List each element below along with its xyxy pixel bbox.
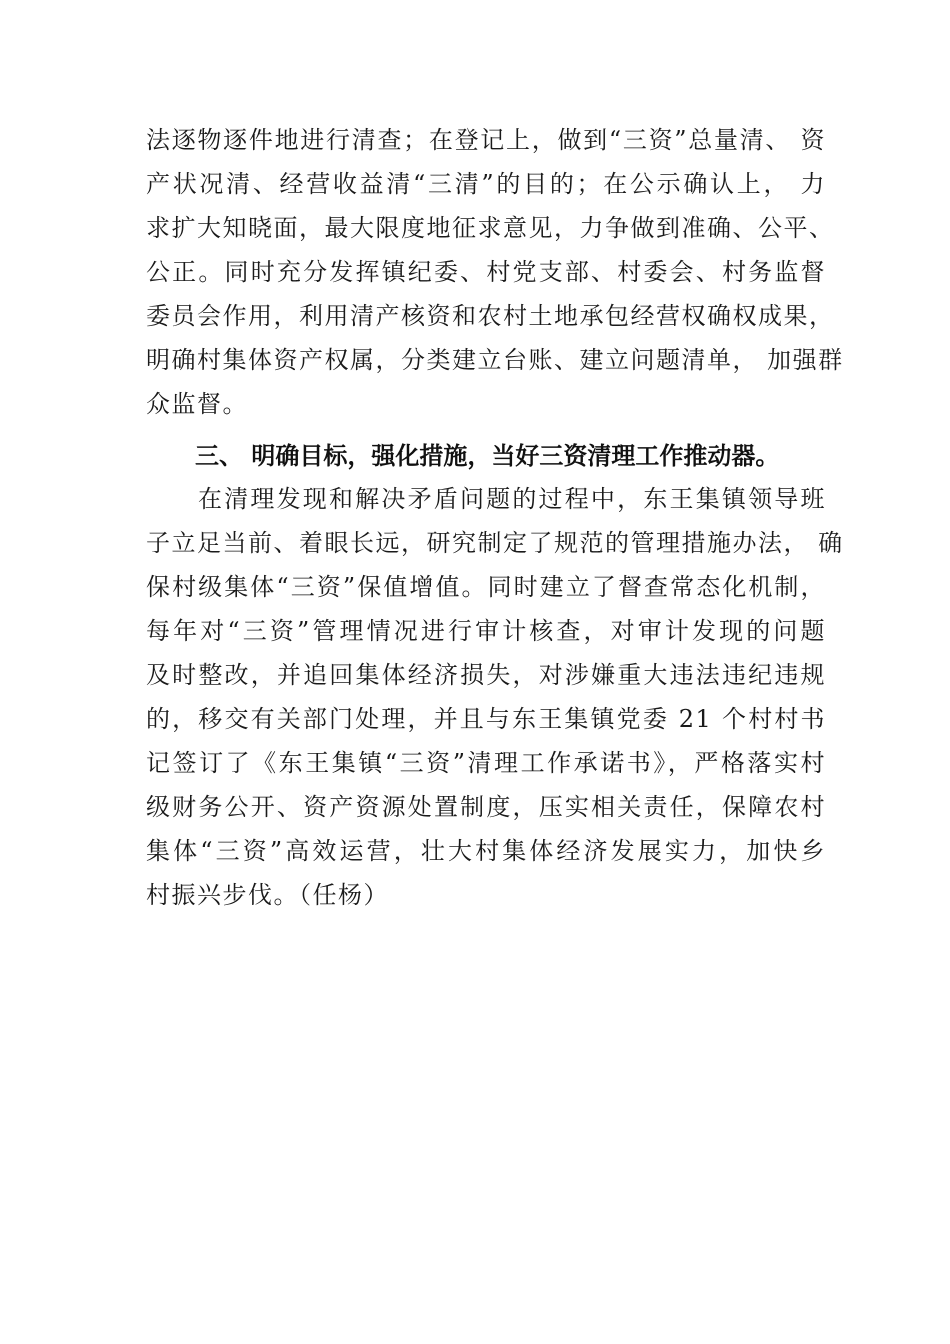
paragraph-line: 的，移交有关部门处理，并且与东王集镇党委 21 个村村书 [146,705,826,733]
paragraph-line: 明确村集体资产权属，分类建立台账、建立问题清单， 加强群 [146,346,844,374]
paragraph-line: 保村级集体“三资”保值增值。同时建立了督查常态化机制， [146,573,826,601]
paragraph-line: 记签订了《东王集镇“三资”清理工作承诺书》，严格落实村 [146,749,826,777]
paragraph-line: 子立足当前、着眼长远，研究制定了规范的管理措施办法， 确 [146,529,844,557]
paragraph-line: 委员会作用，利用清产核资和农村土地承包经营权确权成果， [146,302,835,330]
paragraph-line: 法逐物逐件地进行清查；在登记上，做到“三资”总量清、 资 [146,126,826,154]
paragraph-line: 每年对“三资”管理情况进行审计核查，对审计发现的问题 [146,617,826,645]
paragraph-line: 公正。同时充分发挥镇纪委、村党支部、村委会、村务监督 [146,258,826,286]
paragraph-line: 众监督。 [146,390,248,418]
paragraph-line: 集体“三资”高效运营，壮大村集体经济发展实力，加快乡 [146,837,826,865]
paragraph-line: 在清理发现和解决矛盾问题的过程中，东王集镇领导班 [198,485,826,513]
paragraph-line: 级财务公开、资产资源处置制度，压实相关责任，保障农村 [146,793,826,821]
section-heading: 三、 明确目标，强化措施，当好三资清理工作推动器。 [195,442,780,470]
paragraph-line: 村振兴步伐。（任杨） [146,881,389,909]
paragraph-line: 求扩大知晓面，最大限度地征求意见，力争做到准确、公平、 [146,214,835,242]
paragraph-line: 及时整改，并追回集体经济损失，对涉嫌重大违法违纪违规 [146,661,826,689]
paragraph-line: 产状况清、经营收益清“三清”的目的；在公示确认上， 力 [146,170,826,198]
